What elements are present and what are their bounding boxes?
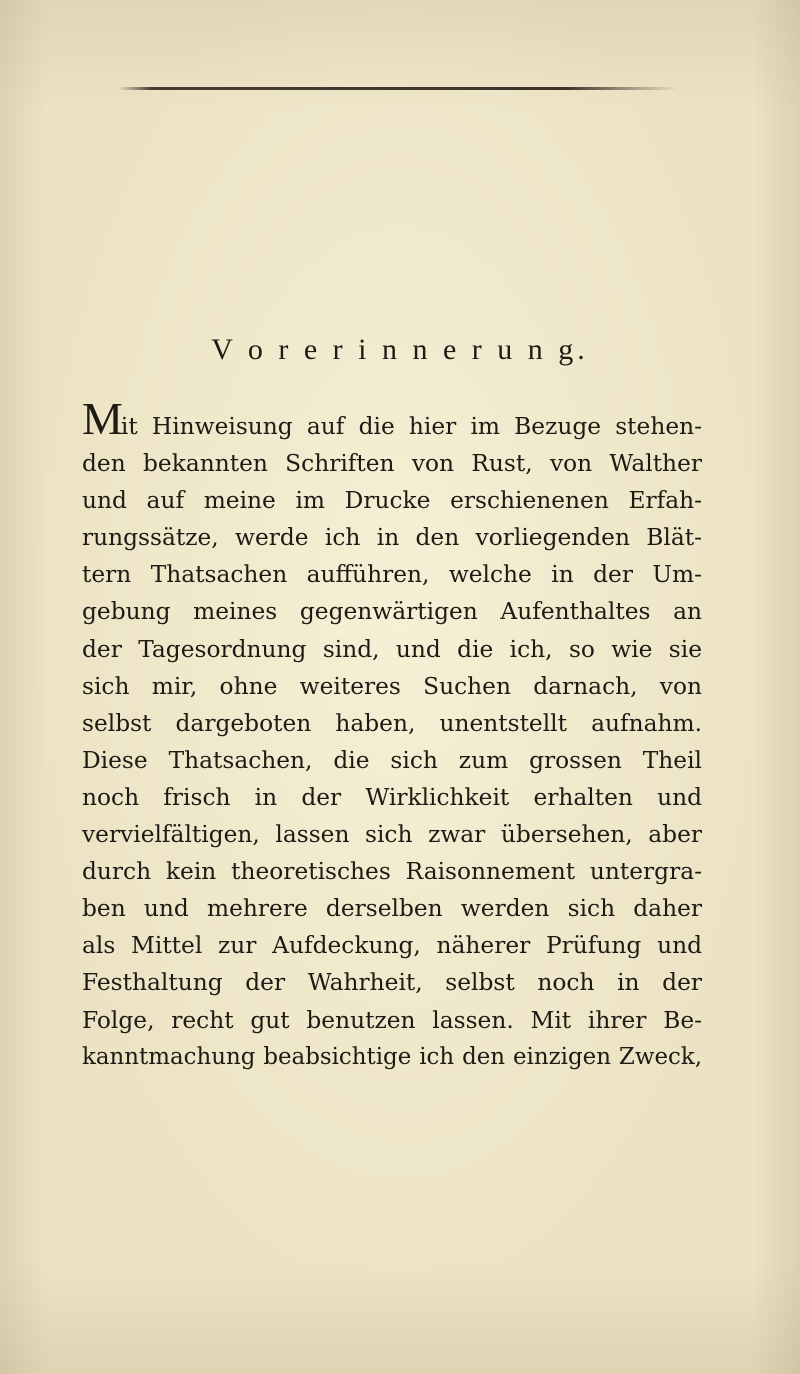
text-line: ben und mehrere derselben werden sich daher bbox=[82, 895, 702, 923]
text-line: der Tagesordnung sind, und die ich, so wie sie bbox=[82, 635, 702, 663]
page-title: V o r e r i n n e r u n g. bbox=[211, 333, 589, 366]
text-line: und auf meine im Drucke erschienenen Erfah- bbox=[82, 487, 702, 515]
text-line: noch frisch in der Wirklichkeit erhalten und bbox=[82, 783, 702, 811]
text-line: selbst dargeboten haben, unentstellt aufnahm. bbox=[82, 709, 702, 737]
text-line: Festhaltung der Wahrheit, selbst noch in der bbox=[82, 969, 702, 997]
text-line bbox=[82, 393, 702, 445]
text-line: tern Thatsachen aufführen, welche in der Um- bbox=[82, 561, 702, 589]
initial-letter: M bbox=[82, 393, 121, 444]
body-paragraph bbox=[82, 393, 702, 1076]
text-line: vervielfältigen, lassen sich zwar übersehen, aber bbox=[82, 821, 702, 849]
top-rule bbox=[118, 87, 678, 90]
text-line: durch kein theoretisches Raisonnement untergra- bbox=[82, 858, 702, 886]
text-line-content: it Hinweisung auf die hier im Bezuge stehen- bbox=[120, 413, 702, 440]
text-line: kanntmachung beabsichtige ich den einzigen Zweck, bbox=[82, 1043, 702, 1070]
text-line: den bekannten Schriften von Rust, von Walther bbox=[82, 450, 702, 478]
text-line: rungssätze, werde ich in den vorliegenden Blät- bbox=[82, 524, 702, 552]
text-line: als Mittel zur Aufdeckung, näherer Prüfung und bbox=[82, 932, 702, 960]
text-line: Folge, recht gut benutzen lassen. Mit ihrer Be- bbox=[82, 1006, 702, 1034]
text-line: Diese Thatsachen, die sich zum grossen Theil bbox=[82, 746, 702, 774]
text-line: sich mir, ohne weiteres Suchen darnach, von bbox=[82, 672, 702, 700]
text-line: gebung meines gegenwärtigen Aufenthaltes an bbox=[82, 598, 702, 626]
